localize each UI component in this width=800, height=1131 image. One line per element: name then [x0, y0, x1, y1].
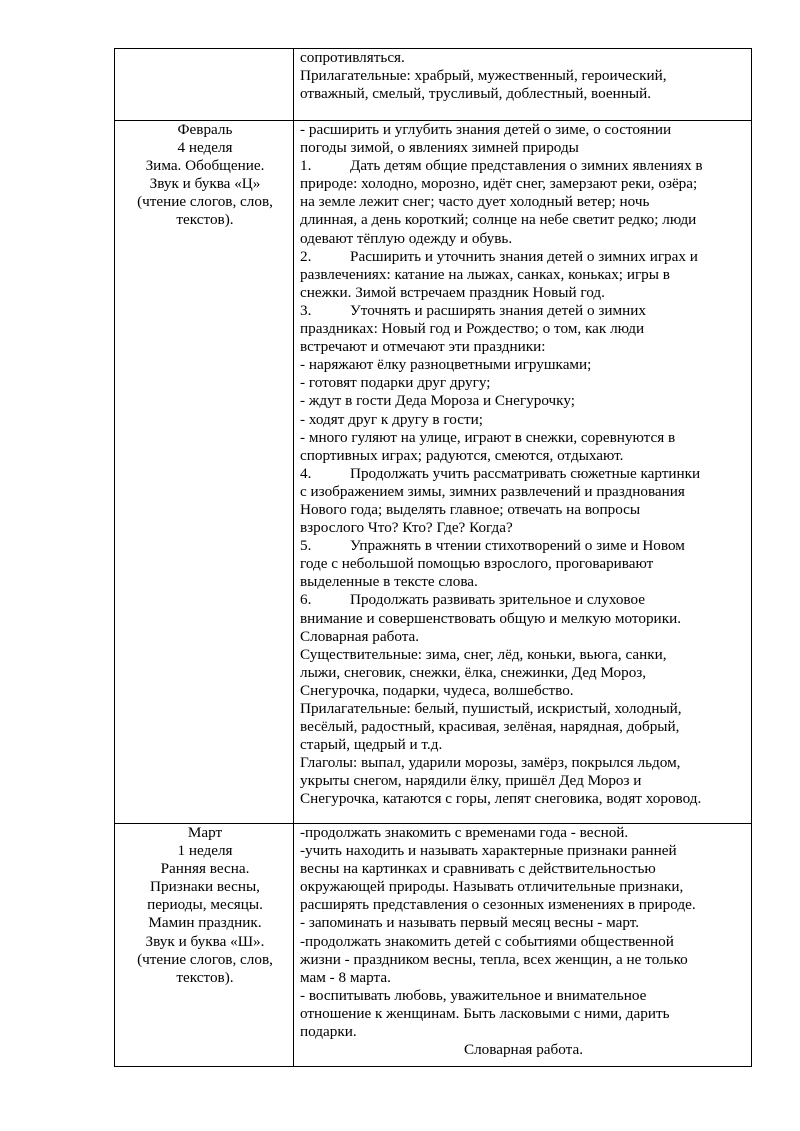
- task-line: [300, 447, 747, 465]
- task-text: Уточнять и расширять знания детей о зимних: [350, 301, 646, 319]
- task-line: [300, 754, 747, 772]
- task-text: весны на картинках и сравнивать с действительностью: [300, 860, 656, 878]
- task-text: Прилагательные: белый, пушистый, искристый, холодный,: [300, 700, 682, 717]
- task-text: Расширить и уточнить знания детей о зимних играх и: [350, 247, 698, 265]
- task-text: природе: холодно, морозно, идёт снег, замерзают реки, озёра;: [300, 175, 698, 193]
- topic-line: Звук и буква «Ш».: [145, 932, 265, 950]
- period-topic-cell: [115, 49, 294, 121]
- period-topic-cell: [115, 824, 294, 1067]
- task-line: [300, 356, 747, 374]
- topic-line: Звук и буква «Ц»: [149, 175, 261, 193]
- task-text: - воспитывать любовь, уважительное и внимательное: [300, 986, 647, 1004]
- task-text: - ждут в гости Деда Мороза и Снегурочку;: [300, 392, 575, 410]
- task-text: - готовят подарки друг другу;: [300, 374, 491, 392]
- task-text: Упражнять в чтении стихотворений о зиме и Новом: [350, 537, 685, 555]
- task-line: [300, 175, 747, 193]
- task-line: [300, 969, 747, 987]
- task-line: [300, 682, 747, 700]
- task-text: - расширить и углубить знания детей о зиме, о состоянии: [300, 121, 672, 138]
- task-text: сопротивляться.: [300, 49, 405, 66]
- lesson-plan-table: [114, 48, 752, 1067]
- task-line: [300, 266, 747, 284]
- item-number: 2.: [300, 247, 312, 265]
- task-line: [300, 85, 747, 103]
- topic-line: 1 неделя: [177, 842, 233, 860]
- task-text: внимание и совершенствовать общую и мелкую моторики.: [300, 609, 681, 627]
- task-line: [300, 1023, 747, 1041]
- task-line: [300, 664, 747, 682]
- task-line: [300, 1005, 747, 1023]
- lesson-plan-body: [115, 49, 752, 1067]
- task-line: [300, 537, 747, 555]
- task-text: одевают тёплую одежду и обувь.: [300, 229, 513, 247]
- task-text: Словарная работа.: [300, 627, 420, 645]
- task-text: спортивных играх; радуются, смеются, отдыхают.: [300, 446, 624, 464]
- topic-line: Март: [187, 824, 223, 841]
- task-line: [300, 374, 747, 392]
- task-text: развлечениях: катание на лыжах, санках, коньках; игры в: [300, 265, 670, 283]
- task-text: расширять представления о сезонных изменениях в природе.: [300, 896, 696, 914]
- task-line: [300, 139, 747, 157]
- tasks-cell: [294, 49, 752, 121]
- topic-line: (чтение слогов, слов,: [137, 950, 273, 968]
- task-line: [300, 573, 747, 591]
- table-row: [115, 121, 752, 824]
- task-text: -продолжать знакомить с временами года - весной.: [300, 824, 629, 841]
- task-line: [300, 519, 747, 537]
- task-line: [300, 736, 747, 754]
- task-line: [300, 914, 747, 932]
- item-number: 1.: [300, 157, 312, 175]
- task-text: - много гуляют на улице, играют в снежки, соревнуются в: [300, 428, 676, 446]
- task-text: окружающей природы. Называть отличительные признаки,: [300, 878, 684, 896]
- item-number: 3.: [300, 301, 312, 319]
- table-row: [115, 824, 752, 1067]
- task-line: [300, 610, 747, 628]
- task-text: лыжи, снеговик, снежки, ёлка, снежинки, Дед Мороз,: [300, 663, 647, 681]
- topic-line: Февраль: [177, 121, 233, 138]
- task-text: годе с небольшой помощью взрослого, проговаривают: [300, 555, 654, 573]
- task-line: [300, 824, 747, 842]
- task-line: [300, 555, 747, 573]
- task-line: [300, 772, 747, 790]
- task-line: [300, 230, 747, 248]
- topic-line: (чтение слогов, слов,: [137, 193, 273, 211]
- task-line: [300, 860, 747, 878]
- task-text: Снегурочка, подарки, чудеса, волшебство.: [300, 681, 574, 699]
- task-text: -учить находить и называть характерные признаки ранней: [300, 842, 677, 860]
- task-text: мам - 8 марта.: [300, 968, 391, 986]
- task-line: [300, 193, 747, 211]
- task-line: [300, 933, 747, 951]
- task-text: Глаголы: выпал, ударили морозы, замёрз, покрылся льдом,: [300, 754, 681, 772]
- topic-line: периоды, месяцы.: [147, 896, 263, 914]
- topic-line: Мамин праздник.: [148, 914, 262, 932]
- task-line: [300, 842, 747, 860]
- task-text: - наряжают ёлку разноцветными игрушками;: [300, 356, 592, 374]
- task-line: [300, 392, 747, 410]
- topic-line: 4 неделя: [177, 139, 233, 157]
- task-line: [300, 646, 747, 664]
- task-text: встречают и отмечают эти праздники:: [300, 338, 546, 356]
- task-line: [300, 67, 747, 85]
- task-line: [300, 718, 747, 736]
- task-line: [300, 429, 747, 447]
- task-line: [300, 896, 747, 914]
- task-text: Продолжать развивать зрительное и слуховое: [350, 591, 646, 609]
- task-text: Словарная работа.: [463, 1041, 584, 1059]
- task-text: весёлый, радостный, красивая, зелёная, нарядная, добрый,: [300, 718, 680, 736]
- task-line: [300, 248, 747, 266]
- task-line: [300, 501, 747, 519]
- task-line: [300, 878, 747, 896]
- table-row: [115, 49, 752, 121]
- item-number: 4.: [300, 464, 312, 482]
- topic-line: текстов).: [176, 211, 234, 229]
- item-number: 6.: [300, 591, 312, 609]
- tasks-cell: [294, 824, 752, 1067]
- task-text: отношение к женщинам. Быть ласковыми с ними, дарить: [300, 1004, 670, 1022]
- task-line: [300, 465, 747, 483]
- task-line: [300, 987, 747, 1005]
- task-line: [300, 700, 747, 718]
- task-text: Существительные: зима, снег, лёд, коньки, вьюга, санки,: [300, 645, 667, 663]
- task-line: [300, 211, 747, 229]
- task-text: Нового года; выделять главное; отвечать на вопросы: [300, 500, 641, 518]
- period-topic-cell: [115, 121, 294, 824]
- task-line: [300, 483, 747, 501]
- task-line: [300, 338, 747, 356]
- task-line: [300, 284, 747, 302]
- topic-line: Признаки весны,: [150, 878, 260, 896]
- topic-line: Ранняя весна.: [160, 860, 250, 878]
- task-line: [300, 591, 747, 609]
- task-text: отважный, смелый, трусливый, доблестный, военный.: [300, 85, 652, 103]
- task-text: Прилагательные: храбрый, мужественный, героический,: [300, 67, 667, 85]
- task-line: [300, 628, 747, 646]
- task-text: - запоминать и называть первый месяц весны - март.: [300, 914, 640, 932]
- task-text: праздниках: Новый год и Рождество; о том, как люди: [300, 320, 645, 338]
- task-line: [300, 320, 747, 338]
- task-text: Снегурочка, катаются с горы, лепят снеговика, водят хоровод.: [300, 790, 702, 808]
- task-text: Продолжать учить рассматривать сюжетные картинки: [350, 464, 701, 482]
- task-text: укрыты снегом, нарядили ёлку, пришёл Дед Мороз и: [300, 772, 642, 790]
- task-text: -продолжать знакомить детей с событиями общественной: [300, 932, 674, 950]
- task-text: погоды зимой, о явлениях зимней природы: [300, 139, 579, 157]
- task-line: [300, 302, 747, 320]
- task-line: [300, 49, 747, 67]
- task-text: - ходят друг к другу в гости;: [300, 410, 483, 428]
- task-line: [300, 157, 747, 175]
- topic-line: Зима. Обобщение.: [145, 157, 265, 175]
- task-line: [300, 951, 747, 969]
- task-text: Дать детям общие представления о зимних явлениях в: [350, 157, 703, 175]
- task-text: подарки.: [300, 1023, 357, 1041]
- tasks-cell: [294, 121, 752, 824]
- task-text: с изображением зимы, зимних развлечений и празднования: [300, 482, 685, 500]
- task-text: выделенные в тексте слова.: [300, 573, 478, 591]
- task-text: на земле лежит снег; часто дует холодный ветер; ночь: [300, 193, 650, 211]
- task-text: жизни - праздником весны, тепла, всех женщин, а не только: [300, 950, 688, 968]
- task-text: взрослого Что? Кто? Где? Когда?: [300, 519, 513, 537]
- item-number: 5.: [300, 537, 312, 555]
- task-text: снежки. Зимой встречаем праздник Новый год.: [300, 283, 605, 301]
- topic-line: текстов).: [176, 968, 234, 986]
- task-line: [300, 790, 747, 808]
- task-text: старый, щедрый и т.д.: [300, 736, 443, 754]
- task-line: [300, 411, 747, 429]
- task-text: длинная, а день короткий; солнце на небе светит редко; люди: [300, 211, 697, 229]
- task-line: [300, 121, 747, 139]
- task-line: [300, 1041, 747, 1059]
